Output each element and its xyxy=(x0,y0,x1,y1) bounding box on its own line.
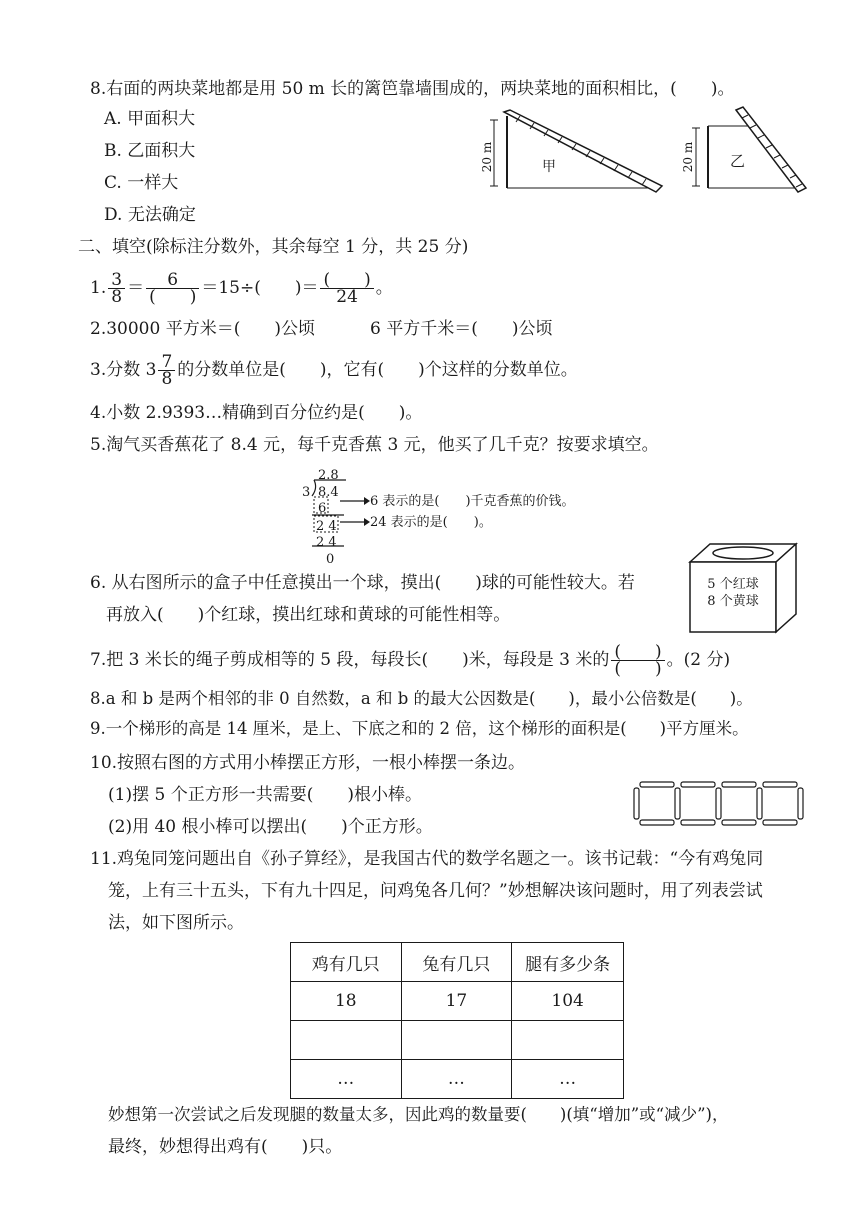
div-step2: 2 4 xyxy=(316,519,337,534)
q9-text: 9.一个梯形的高是 14 厘米，是上、下底之和的 2 倍，这个梯形的面积是( )平方厘米。 xyxy=(90,719,749,738)
q2-part2: 6 平方千米＝( )公顷 xyxy=(370,319,553,339)
table-cell xyxy=(512,1021,624,1060)
q3-after: 的分数单位是( )，它有( )个这样的分数单位。 xyxy=(177,360,578,380)
q4-text: 4.小数 2.9393…精确到百分位约是( )。 xyxy=(90,403,423,423)
table-header-row xyxy=(291,943,624,982)
table-header-cell: 兔有几只 xyxy=(401,943,512,982)
q3-before: 3.分数 3 xyxy=(90,360,157,380)
q11-line1: 11.鸡兔同笼问题出自《孙子算经》，是我国古代的数学名题之一。该书记载：“今有鸡兔同 xyxy=(90,849,764,869)
q8-option-a: A. 甲面积大 xyxy=(104,109,196,129)
table-row xyxy=(291,982,624,1021)
box-yellow-label: 8 个黄球 xyxy=(707,594,759,609)
q7-before: 7.把 3 米长的绳子剪成相等的 5 段，每段长( )米，每段是 3 米的 xyxy=(90,650,610,670)
div-quotient: 2.8 xyxy=(318,468,339,483)
table-header-cell: 鸡有几只 xyxy=(291,943,402,982)
q11-after2: 最终，妙想得出鸡有( )只。 xyxy=(108,1137,343,1157)
q1-fraction-3 xyxy=(320,272,373,305)
q1-eq1: ＝ xyxy=(127,278,145,298)
q3-frac-den: 8 xyxy=(161,369,173,389)
q5-note1: 6 表示的是( )千克香蕉的价钱。 xyxy=(370,494,575,509)
table-cell: 18 xyxy=(291,982,402,1021)
q8-option-b: B. 乙面积大 xyxy=(104,141,196,161)
yi-height-label: 20 m xyxy=(681,141,696,173)
yi-label: 乙 xyxy=(730,152,746,170)
table-cell: 17 xyxy=(401,982,512,1021)
q10-sub2: (2)用 40 根小棒可以摆出( )个正方形。 xyxy=(108,817,433,837)
table-cell xyxy=(401,1021,512,1060)
q10-text: 10.按照右图的方式用小棒摆正方形，一根小棒摆一条边。 xyxy=(90,753,526,773)
sticks-squares-figure xyxy=(632,780,804,828)
div-dividend: 8.4 xyxy=(318,485,339,500)
table-cell: … xyxy=(512,1060,624,1099)
q5-note2: 24 表示的是( )。 xyxy=(370,515,492,530)
arrow-icon xyxy=(340,516,370,528)
q3 xyxy=(90,352,578,388)
table-cell: … xyxy=(291,1060,402,1099)
table-cell: … xyxy=(401,1060,512,1099)
table-row xyxy=(291,1060,624,1099)
arrow-icon xyxy=(340,495,370,507)
q1-f3-den: 24 xyxy=(336,287,358,307)
section-title: 二、填空(除标注分数外，其余每空 1 分，共 25 分) xyxy=(78,237,469,257)
q8-option-c: C. 一样大 xyxy=(104,173,179,193)
q6-line2: 再放入( )个红球，摸出红球和黄球的可能性相等。 xyxy=(106,605,511,625)
q8-option-d: D. 无法确定 xyxy=(104,205,196,225)
q11-line3: 法，如下图所示。 xyxy=(108,913,244,933)
q1-prefix: 1. xyxy=(90,278,107,298)
chicken-rabbit-table xyxy=(290,942,624,1099)
q1-fraction-1 xyxy=(108,272,125,305)
q7-frac-num: ( ) xyxy=(611,644,664,661)
q3-fraction xyxy=(158,354,175,387)
div-step3: 2 4 xyxy=(316,535,337,550)
q6-line1: 6. 从右图所示的盒子中任意摸出一个球，摸出( )球的可能性较大。若 xyxy=(90,573,635,593)
q8-text: 8.a 和 b 是两个相邻的非 0 自然数，a 和 b 的最大公因数是( )，最小公倍数是( )。 xyxy=(90,689,753,708)
q7-after: 。(2 分) xyxy=(666,650,731,670)
q8-stem: 8.右面的两块菜地都是用 50 m 长的篱笆靠墙围成的，两块菜地的面积相比，( )。 xyxy=(90,79,735,99)
q7-frac-den: ( ) xyxy=(614,659,662,679)
table-cell: 104 xyxy=(512,982,624,1021)
q1-f2-den: ( ) xyxy=(149,287,197,307)
q7-fraction xyxy=(611,644,664,677)
q1 xyxy=(90,270,393,306)
box-red-label: 5 个红球 xyxy=(707,577,759,592)
q1-end: 。 xyxy=(375,278,393,298)
q1-f1-den: 8 xyxy=(111,287,123,307)
q2-part1: 2.30000 平方米＝( )公顷 xyxy=(90,319,315,339)
q11-after1: 妙想第一次尝试之后发现腿的数量太多，因此鸡的数量要( )(填“增加”或“减少”)， xyxy=(108,1105,729,1124)
table-row xyxy=(291,1021,624,1060)
q1-f3-num: ( ) xyxy=(320,272,373,289)
jia-label: 甲 xyxy=(542,159,556,175)
q5-text: 5.淘气买香蕉花了 8.4 元，每千克香蕉 3 元，他买了几千克？按要求填空。 xyxy=(90,435,659,455)
q3-frac-num: 7 xyxy=(158,354,175,371)
q7 xyxy=(90,642,730,678)
figure-jia xyxy=(480,108,670,200)
jia-height-label: 20 m xyxy=(480,141,495,173)
q1-f1-num: 3 xyxy=(108,272,125,289)
div-remainder: 0 xyxy=(326,552,335,567)
div-divisor: 3 xyxy=(302,485,311,500)
table-cell xyxy=(291,1021,402,1060)
div-step1: 6 xyxy=(318,501,327,516)
table-header-cell: 腿有多少条 xyxy=(512,943,624,982)
q1-eq2: ＝15÷( )＝ xyxy=(201,278,319,298)
q1-fraction-2 xyxy=(146,272,199,305)
q11-line2: 笼，上有三十五头，下有九十四足，问鸡兔各几何？”妙想解决该问题时，用了列表尝试 xyxy=(108,881,763,901)
q10-sub1: (1)摆 5 个正方形一共需要( )根小棒。 xyxy=(108,785,422,805)
q1-f2-num: 6 xyxy=(146,272,199,289)
